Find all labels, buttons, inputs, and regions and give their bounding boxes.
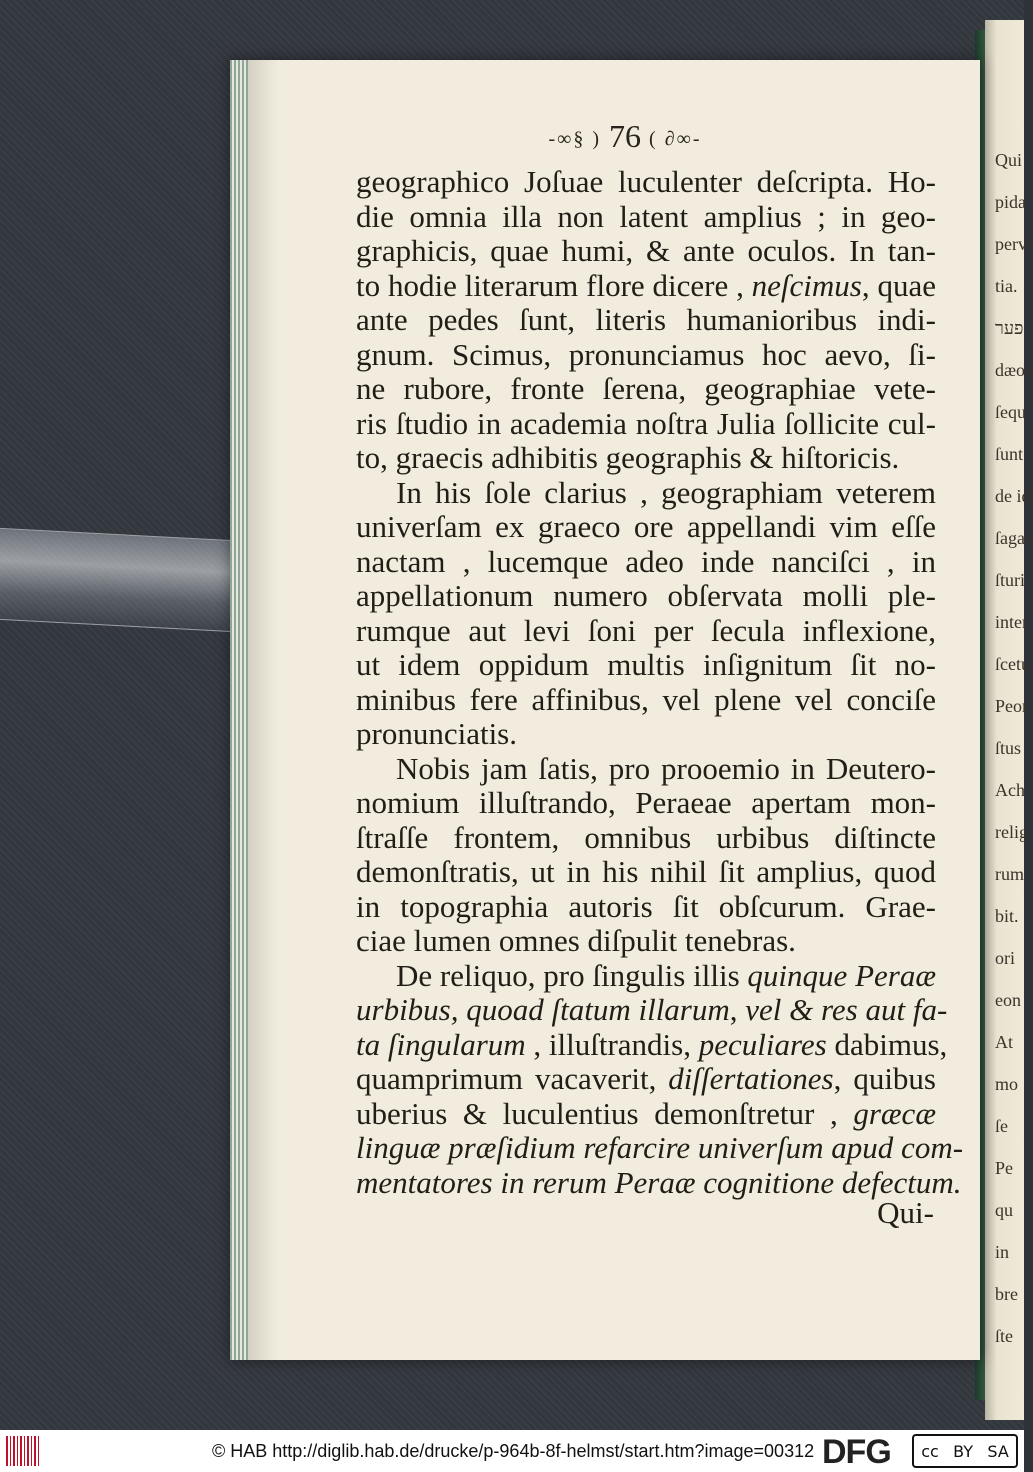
adjacent-page-fragment: de id [995,486,1031,506]
page-edge [230,60,248,1360]
text-line [356,890,936,925]
text-run: ſtraſſe frontem, omnibus urbibus diſtincte [356,819,936,855]
text-run: dabimus, [826,1026,948,1062]
adjacent-page [985,20,1033,1420]
text-run: ut idem oppidum multis inſignitum ſit no- [356,647,936,682]
text-line [356,614,936,649]
hab-logo [6,1436,40,1466]
adjacent-page-fragment: ſcetu [995,654,1030,674]
italic-run: neſcimus [751,267,862,303]
page-header [230,118,980,155]
text-run: ne rubore, fronte ſerena, geographiae vete- [356,371,936,406]
text-line [356,234,936,269]
text-line [356,855,936,890]
text-line [356,510,936,545]
text-run: appellationum numero obſervata molli ple- [356,578,936,613]
text-run: geographico Joſuae luculenter deſcripta. Ho- [356,164,936,199]
italic-run: diſſertationes [668,1061,834,1096]
italic-run: quinque Peraæ [747,957,937,993]
italic-run: peculiares [698,1026,827,1062]
page-number: 76 [609,118,642,154]
dfg-logo: DFG [822,1433,891,1471]
adjacent-page-fragment: tia. [995,276,1018,296]
adjacent-page-fragment: ſequ [995,402,1026,422]
italic-run: mentatores in rerum Peraæ cognitione defectum. [356,1164,962,1200]
text-run: , quae [861,267,936,303]
text-run: demonſtratis, ut in his nihil ſit amplius, quod [356,854,936,889]
text-run: in topographia autoris ſit obſcurum. Grae- [356,888,936,924]
adjacent-page-fragment: Pe [995,1158,1013,1178]
italic-run: græcæ [853,1095,936,1131]
text-line [356,441,936,476]
adjacent-page-fragment: Ach [995,780,1025,800]
text-run: Nobis jam ſatis, pro prooemio in Deutero- [396,750,936,786]
italic-run: linguæ præſidium refarcire univerſum apud com- [356,1130,964,1165]
text-run: De reliquo, pro ſingulis illis [396,957,748,993]
by-icon: BY [953,1441,974,1461]
text-run: quamprimum vacaverit, [356,1061,669,1096]
text-run: ris ſtudio in academia noſtra Julia ſollicite cul- [356,405,936,441]
text-line [356,407,936,442]
adjacent-page-fragment: ſe [995,1116,1008,1136]
text-run: ante pedes ſunt, literis humanioribus indi- [356,302,936,337]
credit-link[interactable]: © HAB http://diglib.hab.de/drucke/p-964b-8f-helmst/start.htm?image=00312 [212,1441,815,1461]
italic-run: vel & res aut fa- [745,992,948,1027]
adjacent-page-fragment: dæos [995,360,1033,380]
text-run: graphicis, quae humi, & ante oculos. In tan- [356,233,936,268]
book-page [230,60,980,1360]
text-run: rumque aut levi ſoni per ſecula inflexione, [356,612,936,648]
text-line [356,476,936,511]
text-line [356,992,948,1028]
text-line [356,200,936,235]
adjacent-page-fragment: ſturi [995,570,1025,590]
text-line [356,1097,936,1132]
text-line [356,752,936,787]
text-line [356,338,936,373]
text-run: uberius & luculentius demonſtretur , [356,1095,854,1131]
text-run: univerſam ex graeco ore appellandi vim eſſe [356,509,936,544]
text-line [356,545,936,580]
adjacent-page-fragment: eon [995,990,1021,1010]
text-run: pronunciatis. [356,716,517,751]
text-run: to hodie literarum flore dicere , [356,267,752,303]
adjacent-page-fragment: qu [995,1200,1013,1220]
text-line [356,683,936,718]
adjacent-page-fragment: Peor [995,696,1028,716]
text-line [356,1130,964,1166]
text-run: , illuſtrandis, [525,1026,699,1062]
adjacent-page-fragment: ſagac [995,528,1033,548]
text-run: die omnia illa non latent amplius ; in geo- [356,198,936,234]
header-ornament-left: -∞§ ) [548,128,602,151]
text-run: gnum. Scimus, pronunciamus hoc aevo, ſi- [356,336,936,372]
cc-icon: cc [921,1441,939,1461]
adjacent-page-fragment: ſunt [995,444,1024,464]
text-line [356,579,936,614]
adjacent-page-fragment: mo [995,1074,1019,1094]
text-line [356,821,936,856]
adjacent-page-fragment: relig [995,822,1028,842]
text-line [356,717,936,752]
text-line [356,648,936,683]
italic-run: urbibus, quoad ſtatum illarum [356,992,730,1027]
adjacent-page-fragment: bre [995,1284,1018,1304]
adjacent-page-fragment: bit. [995,906,1019,926]
adjacent-page-fragment: פער [995,318,1024,338]
text-line [356,372,936,407]
adjacent-page-fragment: in [995,1242,1010,1262]
catchword: Qui- [877,1195,934,1230]
text-line [356,165,936,200]
italic-run: ta ſingularum [356,1026,526,1062]
text-line [356,269,936,304]
text-line [356,1062,936,1097]
text-line [356,786,936,821]
text-run: In his ſole clarius , geographiam veterem [396,474,936,510]
sa-icon: SA [987,1441,1009,1461]
adjacent-page-fragment: ſte [995,1326,1013,1346]
adjacent-page-fragment: Qui [995,150,1022,170]
adjacent-page-fragment: ori [995,948,1015,968]
text-line [356,303,936,338]
text-run: minibus fere affinibus, vel plene vel conciſe [356,681,936,717]
footer-bar [0,1430,1024,1472]
text-run: ciae lumen omnes diſpulit tenebras. [356,923,796,958]
body-text [356,164,964,1200]
header-ornament-right: ( ∂∞- [649,128,702,151]
text-line [356,959,936,994]
adjacent-page-fragment: rum [995,864,1024,884]
adjacent-page-fragment: ſtus [995,738,1022,758]
text-line [356,924,936,959]
text-line [356,1164,962,1201]
adjacent-page-fragment: At [995,1032,1013,1052]
text-run: to, graecis adhibitis geographis & hiſtoricis. [356,440,900,475]
adjacent-page-fragment: pervi [995,234,1032,254]
text-line [356,1026,948,1063]
adjacent-page-fragment: inter [995,612,1028,632]
text-run: , quibus [833,1061,936,1096]
text-run: , [729,992,746,1027]
text-run: nomium illuſtrando, Peraeae apertam mon- [356,785,936,820]
license-badge[interactable] [912,1434,1018,1468]
text-run: nactam , lucemque adeo inde nanciſci , in [356,543,936,579]
adjacent-page-fragment: pida [995,192,1026,212]
gutter-shadow [248,60,278,1360]
